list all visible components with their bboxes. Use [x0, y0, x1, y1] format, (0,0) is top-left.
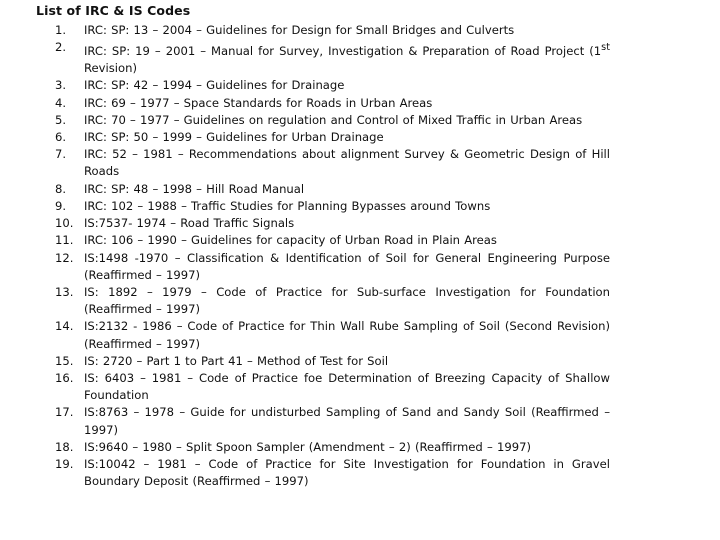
document-title: List of IRC & IS Codes — [36, 3, 191, 18]
item-number: 15. — [55, 353, 74, 368]
item-number: 1. — [55, 23, 67, 37]
item-number: 10. — [55, 216, 74, 231]
item-text: IRC: SP: 13 – 2004 – Guidelines for Design for Small Bridges and Culverts — [84, 23, 515, 37]
item-number: 14. — [55, 319, 74, 334]
item-number: 8. — [55, 181, 67, 196]
list-item — [55, 370, 610, 404]
list-item — [55, 456, 610, 490]
item-text: IS:9640 – 1980 – Split Spoon Sampler (Amendment – 2) (Reaffirmed – 1997) — [84, 439, 531, 454]
list-item — [55, 77, 610, 94]
item-number: 5. — [55, 112, 67, 127]
list-item — [55, 232, 610, 249]
list-item — [55, 404, 610, 438]
item-text: IS: 2720 – Part 1 to Part 41 – Method of Test for Soil — [84, 353, 389, 368]
item-number: 2. — [55, 40, 67, 55]
code-list — [55, 22, 610, 490]
item-text: IRC: 106 – 1990 – Guidelines for capacity of Urban Road in Plain Areas — [84, 233, 497, 248]
list-item — [55, 112, 610, 129]
list-item — [55, 215, 610, 232]
list-item — [55, 181, 610, 198]
item-number: 11. — [55, 233, 74, 248]
item-number: 13. — [55, 284, 74, 299]
item-superscript: st — [601, 42, 610, 54]
list-item — [55, 284, 610, 318]
item-number: 6. — [55, 130, 67, 145]
item-number: 7. — [55, 147, 67, 162]
item-text: IS:8763 – 1978 – Guide for undisturbed Sampling of Sand and Sandy Soil (Reaffirmed – 1997) — [84, 405, 610, 437]
item-text: IRC: SP: 50 – 1999 – Guidelines for Urban Drainage — [84, 130, 384, 145]
item-number: 18. — [55, 439, 74, 454]
item-text: IS:2132 - 1986 – Code of Practice for Thin Wall Rube Sampling of Soil (Second Revision) (Reaffirmed – 1997) — [84, 319, 610, 351]
item-number: 12. — [55, 250, 74, 265]
item-text: IS:7537- 1974 – Road Traffic Signals — [84, 216, 295, 231]
item-number: 3. — [55, 78, 67, 93]
item-text: IRC: 69 – 1977 – Space Standards for Roads in Urban Areas — [84, 95, 433, 110]
item-text-after-superscript: Revision) — [84, 61, 137, 76]
item-number: 9. — [55, 198, 67, 213]
list-item — [55, 95, 610, 112]
list-item — [55, 439, 610, 456]
item-text: IRC: 102 – 1988 – Traffic Studies for Planning Bypasses around Towns — [84, 198, 491, 213]
item-text: IS: 1892 – 1979 – Code of Practice for Sub-surface Investigation for Foundation (Reaffirmed – 1997) — [84, 284, 610, 317]
item-text-before-superscript: IRC: SP: 19 – 2001 – Manual for Survey, Investigation & Preparation of Road Project (1 — [84, 44, 602, 59]
list-item — [55, 22, 610, 39]
item-text — [84, 39, 610, 77]
list-item — [55, 353, 610, 370]
item-number: 19. — [55, 456, 74, 471]
item-text: IRC: SP: 48 – 1998 – Hill Road Manual — [84, 181, 305, 196]
item-text: IRC: SP: 42 – 1994 – Guidelines for Drainage — [84, 78, 345, 93]
item-text: IRC: 52 – 1981 – Recommendations about alignment Survey & Geometric Design of Hill Roads — [84, 147, 610, 179]
list-item — [55, 198, 610, 215]
list-item — [55, 318, 610, 352]
list-item — [55, 129, 610, 146]
item-number: 17. — [55, 405, 74, 420]
item-text: IS:10042 – 1981 – Code of Practice for Site Investigation for Foundation in Gravel Boundary Deposit (Reaffirmed – 1997) — [84, 456, 610, 489]
list-item — [55, 146, 610, 180]
item-number: 4. — [55, 95, 67, 110]
item-text: IS:1498 -1970 – Classification & Identification of Soil for General Engineering Purpose (Reaffirmed – 1997) — [84, 250, 610, 282]
list-item — [55, 39, 610, 77]
item-text: IS: 6403 – 1981 – Code of Practice foe Determination of Breezing Capacity of Shallow Foundation — [84, 370, 610, 403]
item-text: IRC: 70 – 1977 – Guidelines on regulation and Control of Mixed Traffic in Urban Areas — [84, 112, 583, 127]
item-number: 16. — [55, 370, 74, 385]
list-item — [55, 250, 610, 284]
